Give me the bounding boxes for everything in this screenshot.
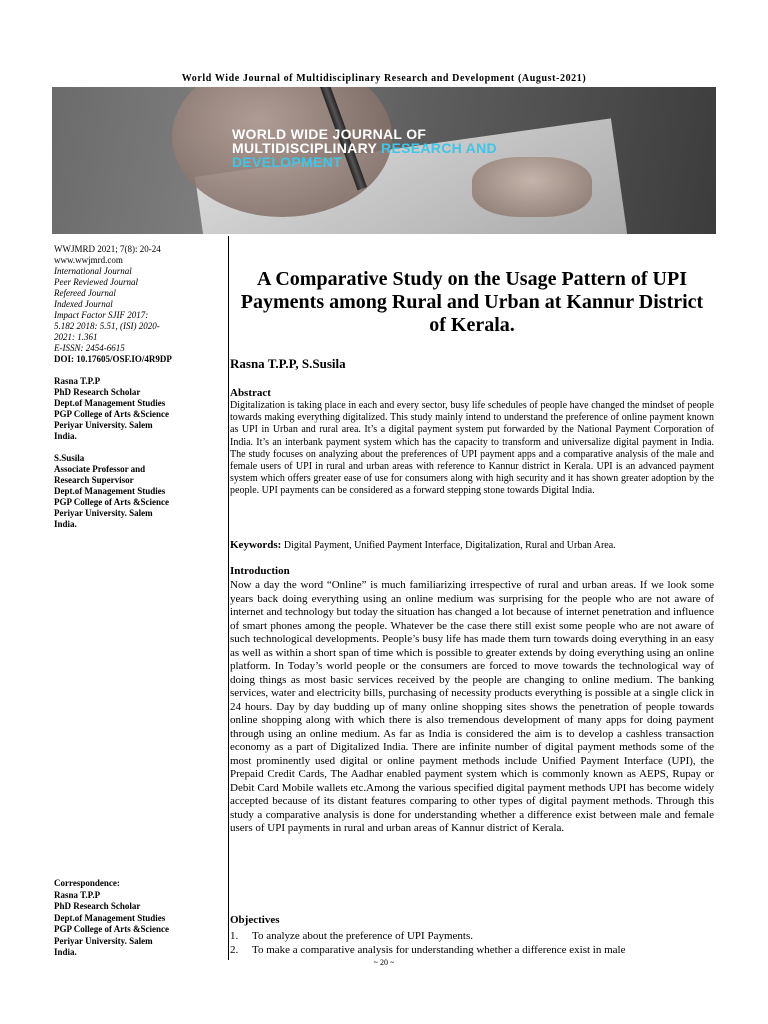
keywords-label: Keywords: — [230, 539, 282, 551]
objective-text: To make a comparative analysis for understanding whether a difference exist in male — [252, 944, 626, 956]
author2-affiliation: India. — [54, 519, 77, 529]
journal-banner — [52, 87, 716, 234]
citation: WWJMRD 2021; 7(8): 20-24 — [54, 244, 161, 254]
banner-title-line3: DEVELOPMENT — [232, 154, 342, 170]
introduction-heading: Introduction — [230, 565, 290, 577]
correspondence-line: Dept.of Management Studies — [54, 912, 166, 923]
journal-line: 5.182 2018: 5.51, (ISI) 2020- — [54, 321, 160, 331]
author1-affiliation: Dept.of Management Studies — [54, 398, 166, 408]
sidebar-info — [54, 244, 224, 530]
objective-item — [230, 929, 714, 943]
introduction-text: Now a day the word “Online” is much familiarizing irrespective of rural and urban areas. If we look some years back doing everything using an online medium was surprising for the people who are not aware of internet and technology but today the situation has changed a lot because of internet penetration and influence of smart phones among the people. Whatever be the case there still exist some people who are not aware of such technological developments. People’s busy life has made them turn towards doing everything in an easy as well as within a short span of time which is possible to greater extends by doing everything using an online platform. In Today’s world people or the consumers are forced to move towards the technological way of doing things as most basic services received by the people are changing to online medium. The banking services, water and electricity bills, purchasing of necessity products everything is possible at a single click in 24 hours. Day by day budding up of many online shopping sites shows the penetration of people towards online shopping along with which there is also tremendous development of many apps for doing payment through using an online medium. As far as India is considered the aim is to develop a cashless transaction economy as a part of Digitalized India. There are infinite number of digital payment methods some of the most prominently used digital or online payment methods include Unified Payment Interface (UPI), the Prepaid Credit Cards, The Aadhar enabled payment system which is commonly known as AEPS, Rupay or Debit Card Mobile wallets etc.Among the various specified digital payment methods UPI has become widely accepted because of its distant features comparing to other types of digital payment methods. Through this study a comparative analysis is done for understanding whether a difference exist between male and female users of UPI payments in rural and urban areas of Kannur district of Kerala. — [230, 579, 714, 834]
author2-affiliation: PGP College of Arts &Science — [54, 497, 169, 507]
objective-number: 2. — [230, 944, 239, 956]
author2-affiliation: Dept.of Management Studies — [54, 486, 166, 496]
journal-line: 2021: 1.361 — [54, 332, 98, 342]
author2-affiliation: Associate Professor and — [54, 464, 146, 474]
correspondence-line: PGP College of Arts &Science — [54, 924, 169, 934]
page-number: ~ 20 ~ — [373, 958, 395, 967]
journal-line: Indexed Journal — [54, 299, 113, 309]
author1-affiliation: India. — [54, 431, 77, 441]
keywords-text: Digital Payment, Unified Payment Interface, Digitalization, Rural and Urban Area. — [283, 540, 616, 551]
banner-title — [232, 127, 612, 169]
correspondence-block — [54, 878, 224, 959]
correspondence-label: Correspondence: — [54, 878, 120, 888]
correspondence-line: Periyar University. Salem — [54, 935, 153, 946]
abstract-heading: Abstract — [230, 387, 271, 399]
keywords — [230, 539, 714, 551]
objective-text: To analyze about the preference of UPI Payments. — [252, 930, 473, 942]
author1-affiliation: PGP College of Arts &Science — [54, 409, 169, 419]
doi-link[interactable]: DOI: 10.17605/OSF.IO/4R9DP — [54, 354, 172, 364]
correspondence-line: India. — [54, 947, 77, 957]
correspondence-name: Rasna T.P.P — [54, 889, 101, 900]
journal-line: E-ISSN: 2454-6615 — [54, 343, 125, 353]
author1-affiliation: PhD Research Scholar — [54, 387, 141, 397]
column-divider — [228, 236, 229, 960]
paper-title: A Comparative Study on the Usage Pattern of UPI Payments among Rural and Urban at Kannur District of Kerala. — [240, 268, 704, 336]
author1-affiliation: Periyar University. Salem — [54, 420, 153, 430]
journal-line: Refereed Journal — [54, 288, 116, 298]
paper-authors: Rasna T.P.P, S.Susila — [230, 356, 346, 371]
banner-title-line2 — [232, 141, 612, 155]
objectives-heading: Objectives — [230, 914, 280, 926]
banner-title-line1: WORLD WIDE JOURNAL OF — [232, 126, 427, 142]
objective-number: 1. — [230, 930, 239, 942]
website-link[interactable]: www.wwjmrd.com — [54, 255, 123, 265]
author2-affiliation: Research Supervisor — [54, 475, 134, 485]
banner-title-line2-white: MULTIDISCIPLINARY — [232, 140, 377, 156]
banner-title-line2-accent: RESEARCH AND — [381, 140, 497, 156]
journal-line: Impact Factor SJIF 2017: — [54, 310, 149, 320]
objectives-list — [230, 929, 714, 957]
author2-name: S.Susila — [54, 453, 85, 463]
journal-running-header: World Wide Journal of Multidisciplinary Research and Development (August-2021) — [181, 73, 587, 84]
journal-line: International Journal — [54, 266, 132, 276]
objective-item — [230, 943, 714, 957]
author2-affiliation: Periyar University. Salem — [54, 508, 153, 518]
correspondence-line: PhD Research Scholar — [54, 901, 141, 911]
abstract-text: Digitalization is taking place in each and every sector, busy life schedules of people have changed the mindset of people towards making everything digitalized. This study mainly intend to understand the preference of online payment known as UPI in Urban and rural area. It’s a digital payment system put forwarded by the National Payment Corporation of India. It’s an interbank payment system which has the capacity to transform and universalize digital payment in India. The study focuses on analyzing about the preferences of UPI payment apps and a comparative analysis of the male and female users of UPI in rural and urban areas with reference to Kannur district in Kerala. UPI is an advanced payment system which offers greater ease of use for consumers along with high security and it has shown greater adoption by the people. UPI payments can be considered as a forward stepping stone towards Digital India. — [230, 400, 714, 497]
journal-line: Peer Reviewed Journal — [54, 277, 138, 287]
author1-name: Rasna T.P.P — [54, 376, 101, 386]
